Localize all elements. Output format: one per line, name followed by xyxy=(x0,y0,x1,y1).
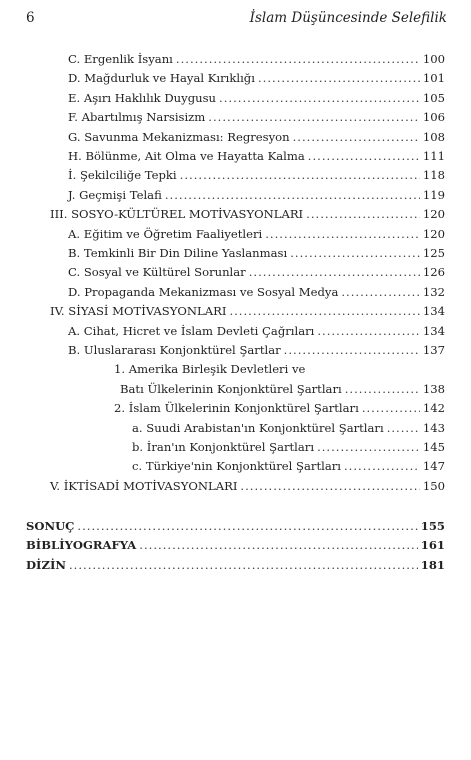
toc-entry xyxy=(120,382,445,401)
toc-entry-label: D. Propaganda Mekanizması ve Sosyal Medya xyxy=(68,284,339,299)
toc-entry-page: 137 xyxy=(422,343,445,357)
toc-entry xyxy=(68,91,445,110)
toc-entry xyxy=(68,188,445,207)
toc-entry-page: 143 xyxy=(422,420,445,435)
toc-entry xyxy=(68,168,445,187)
back-matter-entry xyxy=(26,519,445,538)
toc-entry-label: J. Geçmişi Telafi xyxy=(68,187,162,202)
toc-entry xyxy=(132,421,445,440)
dot-leader xyxy=(208,110,420,124)
toc-entry-label: c. Türkiye'nin Konjonktürel Şartları xyxy=(132,459,341,474)
toc-entry-page: 106 xyxy=(422,110,445,125)
back-matter-label: SONUÇ xyxy=(26,519,75,533)
toc-entry-label: İ. Şekilciliğe Tepki xyxy=(68,168,177,183)
back-matter-page: 181 xyxy=(420,557,445,572)
toc-entry xyxy=(68,343,445,362)
toc-entry-page: 134 xyxy=(422,304,445,319)
toc-entry xyxy=(68,227,445,246)
dot-leader xyxy=(317,324,419,338)
toc-entry-page: 101 xyxy=(422,71,445,86)
back-matter-label: BİBLİYOGRAFYA xyxy=(26,538,137,553)
dot-leader xyxy=(229,304,419,318)
dot-leader xyxy=(284,343,420,357)
toc-entry xyxy=(68,149,445,168)
toc-entry-page: 138 xyxy=(422,381,445,396)
toc-entry-label: Batı Ülkelerinin Konjonktürel Şartları xyxy=(120,381,342,396)
toc-entry-label: 2. İslam Ülkelerinin Konjonktürel Şartları xyxy=(114,401,359,416)
toc-entry-page: 147 xyxy=(422,459,445,474)
toc-entry-label: 1. Amerika Birleşik Devletleri ve xyxy=(114,362,306,377)
toc-entry-label: D. Mağdurluk ve Hayal Kırıklığı xyxy=(68,71,255,86)
toc-entry-page: 134 xyxy=(422,323,445,338)
toc-entry-page: 120 xyxy=(422,207,445,222)
toc-entry-label: H. Bölünme, Ait Olma ve Hayatta Kalma xyxy=(68,149,305,163)
dot-leader xyxy=(219,91,420,105)
toc-entry-page: 111 xyxy=(422,149,445,163)
back-matter-label: DİZİN xyxy=(26,557,66,572)
toc-entry-label: B. Uluslararası Konjonktürel Şartlar xyxy=(68,343,281,357)
toc-entry-page: 145 xyxy=(422,440,445,454)
dot-leader xyxy=(249,265,420,279)
toc-entry xyxy=(68,246,445,265)
toc-entry xyxy=(132,440,445,459)
toc-entry xyxy=(50,304,445,323)
toc-entry-page: 125 xyxy=(422,246,445,260)
toc-entry xyxy=(68,110,445,129)
toc-entry xyxy=(68,285,445,304)
toc-entry-page: 118 xyxy=(422,168,445,183)
toc-entry-page: 105 xyxy=(422,90,445,105)
toc-entry-page: 100 xyxy=(422,52,445,66)
toc-entry-page: 142 xyxy=(422,401,445,416)
toc-entry-label: C. Ergenlik İsyanı xyxy=(68,52,173,66)
back-matter-entry xyxy=(26,558,445,577)
dot-leader xyxy=(176,52,420,66)
toc-entry xyxy=(114,362,445,381)
dot-leader xyxy=(341,285,419,299)
dot-leader xyxy=(344,459,420,473)
toc-entry-page: 108 xyxy=(422,129,445,144)
toc-entry xyxy=(132,459,445,478)
toc-entry-label: C. Sosyal ve Kültürel Sorunlar xyxy=(68,265,246,280)
dot-leader xyxy=(77,519,417,533)
back-matter-entry xyxy=(26,538,445,557)
toc-entry-label: B. Temkinli Bir Din Diline Yaslanması xyxy=(68,246,288,260)
back-matter-page: 161 xyxy=(420,538,445,553)
dot-leader xyxy=(69,558,418,572)
toc-entry xyxy=(68,265,445,284)
toc-entry-page: 150 xyxy=(422,478,445,493)
dot-leader xyxy=(240,479,419,493)
dot-leader xyxy=(139,538,418,552)
toc-entry-label: G. Savunma Mekanizması: Regresyon xyxy=(68,129,290,144)
dot-leader xyxy=(258,71,420,85)
toc-entry-page: 132 xyxy=(422,284,445,299)
toc-entry xyxy=(50,207,445,226)
dot-leader xyxy=(293,130,420,144)
toc-entry-page: 120 xyxy=(422,226,445,241)
toc-entry-label: a. Suudi Arabistan'ın Konjonktürel Şartları xyxy=(132,420,384,435)
dot-leader xyxy=(387,421,420,435)
toc-entry-page: 126 xyxy=(422,265,445,280)
toc-entry xyxy=(50,479,445,498)
toc-entry-label: IV. SİYASİ MOTİVASYONLARI xyxy=(50,304,227,319)
toc-entry xyxy=(114,401,445,420)
toc-entry-label: A. Cihat, Hicret ve İslam Devleti Çağrıları xyxy=(68,323,315,338)
dot-leader xyxy=(317,440,420,454)
toc-entry-label: F. Abartılmış Narsisizm xyxy=(68,110,206,125)
dot-leader xyxy=(345,382,420,396)
toc-entry-page: 119 xyxy=(422,187,445,202)
toc-entry-label: b. İran'ın Konjonktürel Şartları xyxy=(132,440,315,454)
dot-leader xyxy=(362,401,420,415)
toc-entry xyxy=(68,130,445,149)
back-matter-page: 155 xyxy=(420,519,445,533)
toc-entry-label: V. İKTİSADİ MOTİVASYONLARI xyxy=(50,478,238,493)
toc-entry xyxy=(68,324,445,343)
dot-leader xyxy=(308,149,420,163)
dot-leader xyxy=(165,188,420,202)
dot-leader xyxy=(290,246,420,260)
toc-entry-label: A. Eğitim ve Öğretim Faaliyetleri xyxy=(68,226,263,241)
toc-entry-label: III. SOSYO-KÜLTÜREL MOTİVASYONLARI xyxy=(50,207,304,222)
dot-leader xyxy=(265,227,420,241)
running-title: İslam Düşüncesinde Selefilik xyxy=(249,10,447,26)
dot-leader xyxy=(180,168,420,182)
page-number: 6 xyxy=(26,10,35,26)
dot-leader xyxy=(306,207,420,221)
toc-entry xyxy=(68,52,445,71)
page-header xyxy=(26,10,447,30)
toc-entry xyxy=(68,71,445,90)
toc-entry-label: E. Aşırı Haklılık Duygusu xyxy=(68,90,217,105)
